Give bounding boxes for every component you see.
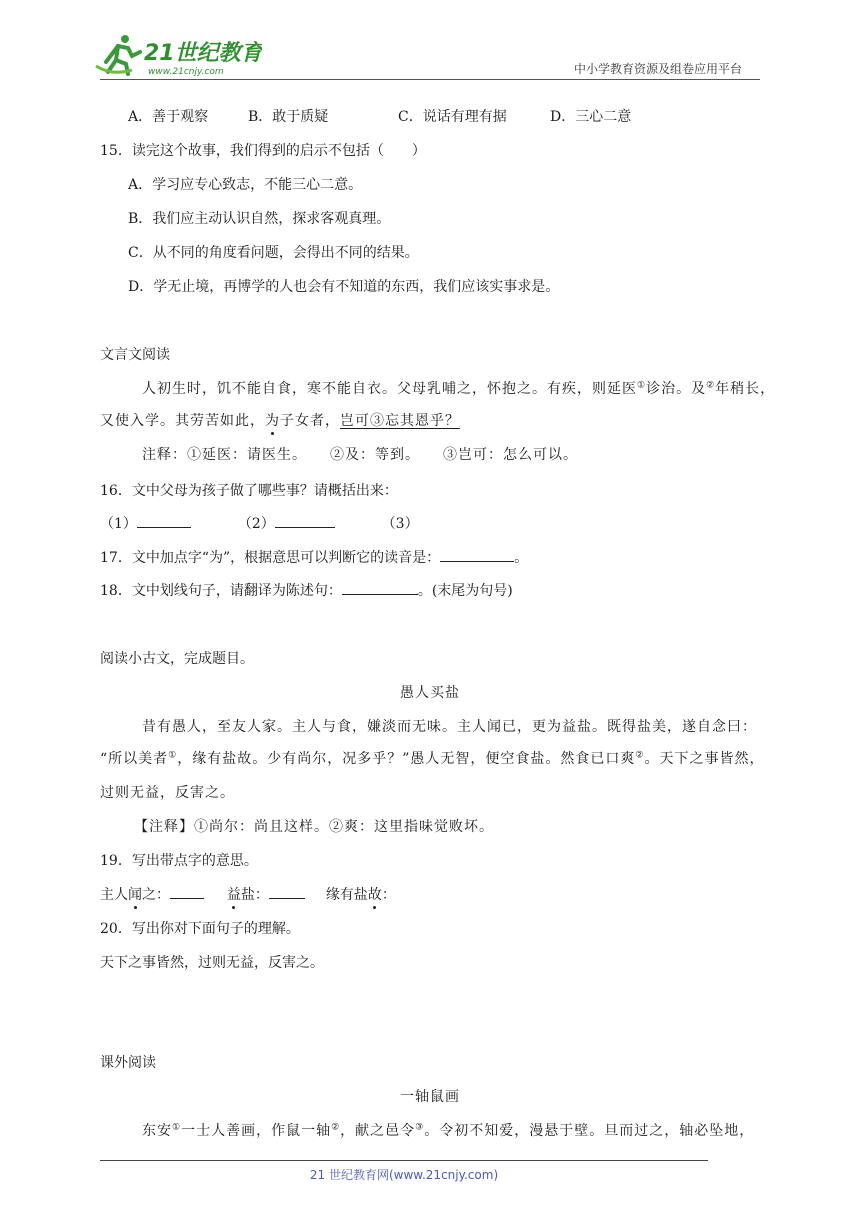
footnote-mark: ① (172, 1122, 182, 1133)
q15-stem: 15．读完这个故事，我们得到的启示不包括（ ） (100, 143, 426, 159)
footnote-mark: ② (706, 380, 716, 391)
q14-option-c: C．说话有理有据 (398, 109, 507, 125)
footer-link[interactable]: 21 世纪教育网(www.21cnjy.com) (309, 1168, 499, 1182)
q19-stem: 19．写出带点字的意思。 (100, 853, 258, 869)
footnote-mark: ① (168, 750, 178, 761)
q15-option-a: A．学习应专心致志，不能三心二意。 (128, 177, 363, 193)
passage1-line2 (100, 410, 460, 430)
header-platform-text: 中小学教育资源及组卷应用平台 (574, 62, 743, 76)
passage1-text: 子女者， (280, 413, 340, 429)
q15-option-d: D．学无止境，再博学的人也会有不知道的东西，我们应该实事求是。 (128, 279, 560, 295)
passage1-text: 年稍长， (715, 381, 776, 397)
q16-label-1: （1） (100, 516, 137, 532)
q14-option-b: B．敢于质疑 (248, 109, 329, 125)
answer-blank[interactable] (342, 580, 418, 595)
q19-items: 主人闻之： 益盐： 缘有盐故： (100, 884, 396, 904)
header-divider (100, 79, 760, 80)
answer-blank[interactable] (137, 513, 191, 528)
q14-option-a: A．善于观察 (128, 109, 209, 125)
passage3-line1: 东安①一士人善画，作鼠一轴②，献之邑令③。令初不知爱，漫悬于壁。旦而过之，轴必坠地， (142, 1122, 755, 1139)
q17-stem: 17．文中加点字“为”，根据意思可以判断它的读音是： 。 (100, 547, 528, 567)
passage2-line3: 过则无益，反害之。 (100, 785, 235, 801)
footnote-mark: ③ (415, 1122, 425, 1133)
answer-blank[interactable] (440, 547, 514, 562)
q20-sentence: 天下之事皆然，过则无益，反害之。 (100, 955, 324, 971)
q15-option-b: B．我们应主动认识自然，探求客观真理。 (128, 211, 391, 227)
passage1-line1 (142, 378, 775, 398)
q16-label-3: （3） (381, 516, 419, 532)
section-heading-classical: 文言文阅读 (100, 347, 170, 363)
passage3-title: 一轴鼠画 (400, 1089, 460, 1105)
passage1-text: 诊治。及 (646, 381, 707, 397)
passage1-note: 注释：①延医：请医生。 ②及：等到。 ③岂可：怎么可以。 (142, 447, 578, 463)
answer-blank[interactable] (275, 513, 335, 528)
dotted-char: 故 (367, 887, 382, 903)
site-logo (92, 32, 262, 78)
q16-answer-row (100, 513, 419, 533)
footnote-mark: ② (331, 1122, 341, 1133)
passage2-note: 【注释】①尚尔：尚且这样。②爽：这里指味觉败坏。 (134, 819, 494, 835)
dotted-char: 闻 (128, 887, 142, 903)
dotted-char: 益 (226, 887, 241, 903)
runner-icon (96, 35, 140, 74)
q20-stem: 20．写出你对下面句子的理解。 (100, 921, 300, 937)
passage2-title: 愚人买盐 (400, 685, 460, 701)
answer-blank[interactable] (170, 884, 204, 899)
footnote-mark: ① (637, 380, 647, 391)
q16-stem: 16．文中父母为孩子做了哪些事？请概括出来： (100, 483, 398, 499)
section-heading-story: 阅读小古文，完成题目。 (100, 651, 254, 667)
passage2-line1: 昔有愚人，至友人家。主人与食，嫌淡而无味。主人闻已，更为益盐。既得盐美，遂自念曰： (142, 719, 757, 735)
q18-stem: 18．文中划线句子，请翻译为陈述句： 。(末尾为句号) (100, 580, 513, 600)
answer-blank[interactable] (269, 884, 305, 899)
q15-option-c: C．从不同的角度看问题，会得出不同的结果。 (128, 245, 419, 261)
quoted-char: 为 (208, 550, 223, 566)
passage1-text: 又使入学。其劳苦如此， (100, 413, 265, 429)
q14-option-d: D．三心二意 (550, 109, 632, 125)
passage2-line2: “所以美者①，缘有盐故。少有尚尔，况多乎？”愚人无智，便空食盐。然食已口爽②。天下之事皆然， (100, 750, 765, 767)
dotted-char: 为 (265, 413, 280, 429)
section-heading-extra: 课外阅读 (100, 1055, 156, 1071)
footnote-mark: ② (635, 750, 645, 761)
logo-text: 21世纪教育 (144, 41, 262, 66)
q16-label-2: （2） (237, 516, 275, 532)
logo-url: www.21cnjy.com (148, 67, 224, 77)
underlined-sentence: 岂可③忘其恩乎？ (340, 413, 460, 429)
passage1-text: 人初生时，饥不能自食，寒不能自衣。父母乳哺之，怀抱之。有疾，则延医 (142, 381, 637, 397)
footer-divider (100, 1160, 708, 1161)
